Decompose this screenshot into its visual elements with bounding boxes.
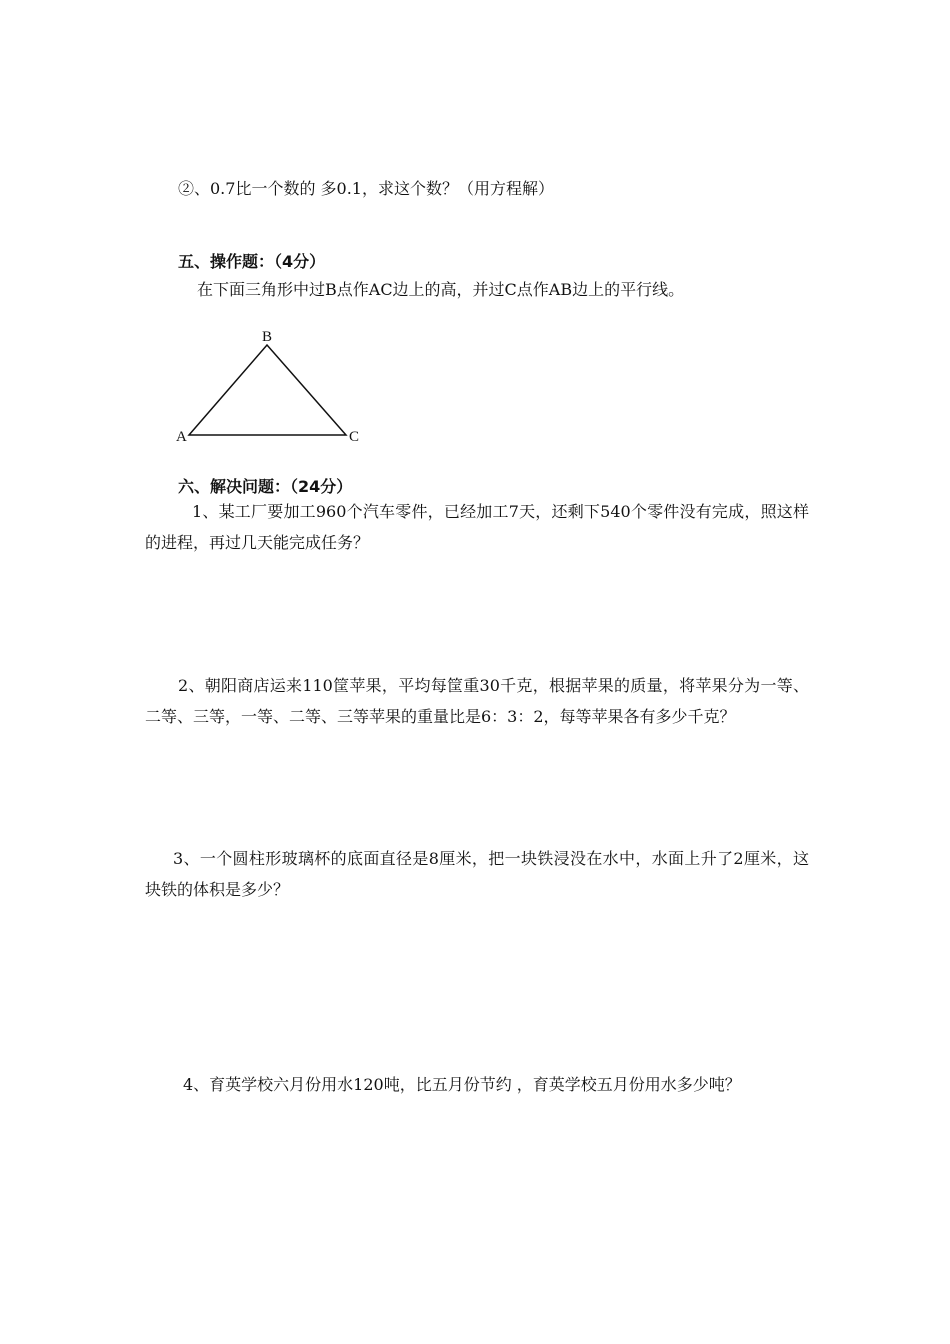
problem-4: 4、育英学校六月份用水120吨，比五月份节约 ，育英学校五月份用水多少吨？ [183,1075,741,1094]
section-5-title: 五、操作题：（4分） [178,252,326,271]
problem-3: 3、一个圆柱形玻璃杯的底面直径是8厘米，把一块铁浸没在水中，水面上升了2厘米，这块铁的体积是多少？ [145,849,809,899]
question-2-equation: ②、0.7比一个数的 多0.1，求这个数？（用方程解） [178,179,554,198]
vertex-label-c: C [349,429,360,445]
vertex-label-a: A [176,429,187,445]
triangle-abc-figure [170,322,370,448]
problem-2: 2、朝阳商店运来110筐苹果，平均每筐重30千克，根据苹果的质量，将苹果分为一等、二等、三等，一等、二等、三等苹果的重量比是6：3：2，每等苹果各有多少千克？ [145,676,809,726]
triangle-shape [189,345,346,435]
section-5-instruction: 在下面三角形中过B点作AC边上的高，并过C点作AB边上的平行线。 [197,280,685,299]
vertex-label-b: B [262,329,273,345]
problem-1: 1、某工厂要加工960个汽车零件，已经加工7天，还剩下540个零件没有完成，照这样的进程，再过几天能完成任务？ [145,502,809,552]
section-6-title: 六、解决问题：（24分） [178,477,353,496]
